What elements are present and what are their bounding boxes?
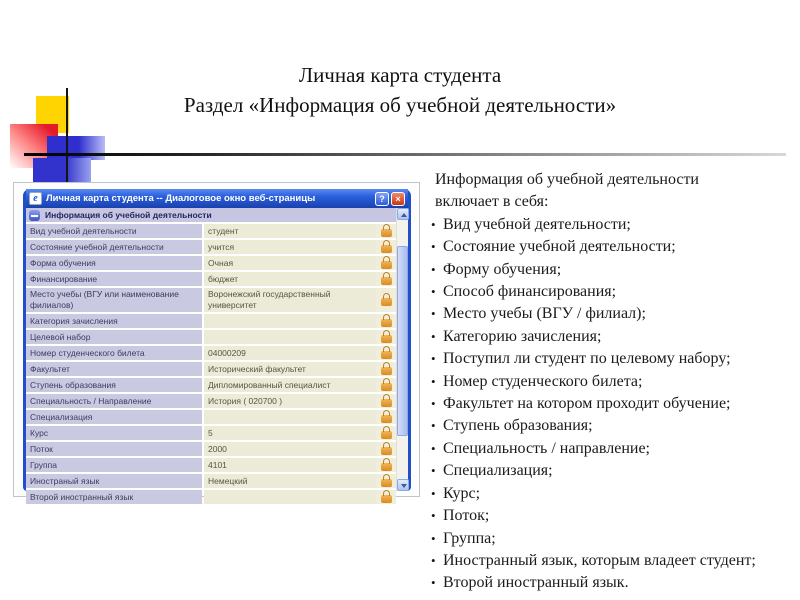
slide-title-line2: Раздел «Информация об учебной деятельности» [183,93,617,117]
description-intro: Информация об учебной деятельности включает в себя: [435,171,699,211]
row-lock-cell [376,224,396,238]
lock-icon[interactable] [381,415,392,423]
table-row [26,474,396,488]
row-value: 4101 [204,458,376,472]
list-item [427,572,773,594]
list-item [427,348,773,370]
scroll-up-button[interactable] [397,208,409,220]
list-item [427,303,773,325]
list-item [427,528,773,550]
bullet-icon: • [431,373,436,389]
row-label: Иностраный язык [26,474,202,488]
lock-icon[interactable] [381,335,392,343]
list-item [427,550,773,572]
dialog-main [26,208,396,502]
list-item [427,371,773,393]
lock-icon[interactable] [381,261,392,269]
bullet-icon: • [431,508,436,524]
row-value: бюджет [204,272,376,286]
row-value: Дипломированный специалист [204,378,376,392]
row-lock-cell [376,426,396,440]
list-item-text: Второй иностранный язык. [443,574,629,592]
list-item [427,505,773,527]
list-item [427,214,773,236]
list-item-text: Специализация; [443,462,553,480]
table-row [26,240,396,254]
decoration-horizontal-rule [24,153,786,156]
list-item-text: Номер студенческого билета; [443,372,643,390]
row-lock-cell [376,288,396,312]
scrollbar-thumb[interactable] [397,246,408,436]
lock-icon[interactable] [381,495,392,503]
dialog-titlebar [26,189,408,208]
description-text [427,169,783,595]
list-item-text: Иностранный язык, которым владеет студент; [443,551,756,569]
row-lock-cell [376,490,396,504]
slide-title-line1: Личная карта студента [298,63,502,87]
lock-icon[interactable] [381,431,392,439]
row-value: 04000209 [204,346,376,360]
bullet-icon: • [431,530,436,546]
row-label: Второй иностранный язык [26,490,202,504]
list-item [427,259,773,281]
row-label: Целевой набор [26,330,202,344]
bullet-icon: • [431,396,436,412]
bullet-icon: • [431,575,436,591]
help-button[interactable]: ? [375,192,389,206]
table-row [26,490,396,504]
bullet-icon: • [431,328,436,344]
lock-icon[interactable] [381,351,392,359]
row-value [204,410,376,424]
close-button[interactable]: × [391,192,405,206]
row-lock-cell [376,442,396,456]
row-lock-cell [376,410,396,424]
bullet-icon: • [431,463,436,479]
row-lock-cell [376,240,396,254]
vertical-scrollbar[interactable] [396,208,408,491]
scroll-up-icon [401,213,407,217]
list-item-text: Факультет на котором проходит обучение; [443,395,731,413]
dialog-content [26,208,408,502]
table-row [26,314,396,328]
row-label: Финансирование [26,272,202,286]
list-item-text: Категорию зачисления; [443,327,602,345]
bullet-icon: • [431,485,436,501]
dialog-screenshot [13,182,420,502]
row-value [204,330,376,344]
row-lock-cell [376,272,396,286]
description-bullet-list [427,214,773,595]
lock-icon[interactable] [381,463,392,471]
table-row [26,272,396,286]
row-lock-cell [376,256,396,270]
row-label: Номер студенческого билета [26,346,202,360]
row-label: Место учебы (ВГУ или наименование филиалов) [26,288,202,312]
table-row [26,378,396,392]
bullet-icon: • [431,418,436,434]
bullet-icon: • [431,261,436,277]
row-lock-cell [376,378,396,392]
row-value: 5 [204,426,376,440]
list-item-text: Вид учебной деятельности; [443,215,631,233]
row-label: Поток [26,442,202,456]
list-item-text: Место учебы (ВГУ / филиал); [443,305,646,323]
row-label: Группа [26,458,202,472]
bullet-icon: • [431,216,436,232]
lock-icon[interactable] [381,245,392,253]
section-header [26,208,396,222]
row-value: Очная [204,256,376,270]
table-row [26,256,396,270]
list-item-text: Специальность / направление; [443,439,650,457]
row-lock-cell [376,346,396,360]
list-item-text: Группа; [443,529,496,547]
bullet-icon: • [431,306,436,322]
list-item-text: Ступень образования; [443,417,593,435]
lock-icon[interactable] [381,277,392,285]
lock-icon[interactable] [381,298,392,306]
row-value [204,490,376,504]
lock-icon[interactable] [381,383,392,391]
table-row [26,224,396,238]
decoration-blue-square [47,136,105,160]
row-value: Немецкий [204,474,376,488]
list-item-text: Форму обучения; [443,260,562,278]
bullet-icon: • [431,351,436,367]
table-row [26,426,396,440]
row-label: Специальность / Направление [26,394,202,408]
lock-icon[interactable] [381,229,392,237]
ie-page-icon: e [29,192,42,205]
table-row [26,362,396,376]
list-item [427,438,773,460]
row-label: Ступень образования [26,378,202,392]
table-row [26,410,396,424]
row-value: История ( 020700 ) [204,394,376,408]
list-item [427,236,773,258]
list-item [427,460,773,482]
lock-icon[interactable] [381,399,392,407]
lock-icon[interactable] [381,447,392,455]
row-lock-cell [376,458,396,472]
lock-icon[interactable] [381,479,392,487]
bullet-icon: • [431,552,436,568]
bullet-icon: • [431,239,436,255]
lock-icon[interactable] [381,319,392,327]
row-value: учится [204,240,376,254]
list-item [427,393,773,415]
table-row [26,458,396,472]
list-item [427,326,773,348]
row-label: Вид учебной деятельности [26,224,202,238]
student-card-dialog [23,189,411,502]
table-row [26,442,396,456]
row-label: Факультет [26,362,202,376]
list-item-text: Курс; [443,484,481,502]
list-item [427,415,773,437]
row-lock-cell [376,362,396,376]
section-header-label: Информация об учебной деятельности [45,210,212,220]
list-item [427,483,773,505]
dialog-rows [26,224,396,504]
row-value: Исторический факультет [204,362,376,376]
bullet-icon: • [431,440,436,456]
row-lock-cell [376,330,396,344]
dialog-title: Личная карта студента -- Диалоговое окно веб-страницы [46,193,316,204]
row-lock-cell [376,474,396,488]
row-label: Категория зачисления [26,314,202,328]
list-item [427,281,773,303]
row-value: 2000 [204,442,376,456]
row-lock-cell [376,394,396,408]
table-row [26,288,396,312]
list-item-text: Поступил ли студент по целевому набору; [443,350,731,368]
list-item-text: Способ финансирования; [443,283,617,301]
list-item-text: Поток; [443,507,490,525]
table-row [26,346,396,360]
row-lock-cell [376,314,396,328]
row-value: Воронежский государственный университет [204,288,376,312]
lock-icon[interactable] [381,367,392,375]
table-row [26,330,396,344]
list-item-text: Состояние учебной деятельности; [443,238,676,256]
bullet-icon: • [431,284,436,300]
slide-title [0,60,800,120]
row-label: Форма обучения [26,256,202,270]
row-label: Специализация [26,410,202,424]
scroll-down-icon [401,484,407,488]
collapse-icon[interactable] [29,210,40,221]
row-value: студент [204,224,376,238]
row-label: Состояние учебной деятельности [26,240,202,254]
row-label: Курс [26,426,202,440]
table-row [26,394,396,408]
scroll-down-button[interactable] [397,479,409,491]
row-value [204,314,376,328]
